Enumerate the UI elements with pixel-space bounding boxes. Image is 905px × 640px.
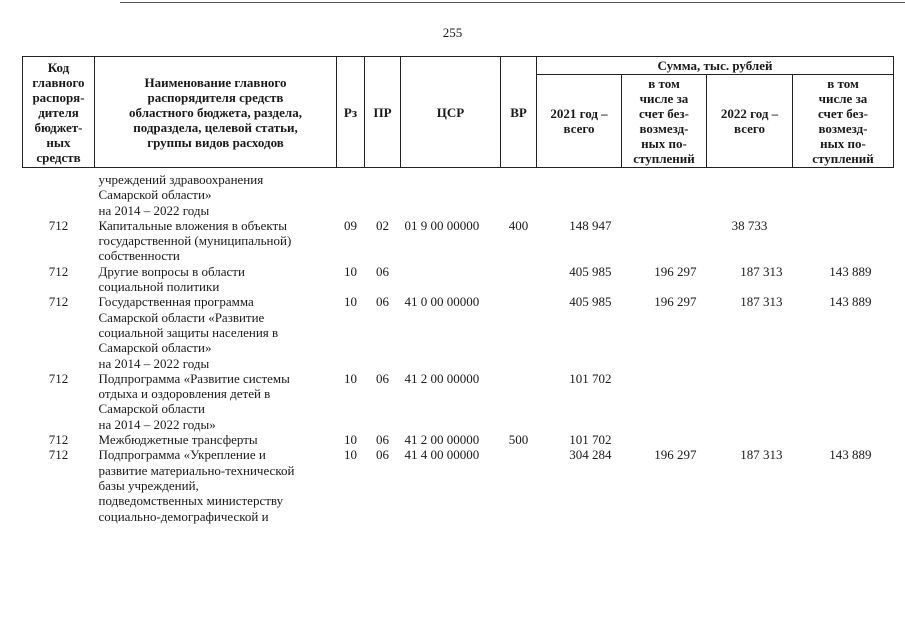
cell-2022-grants <box>793 218 894 264</box>
cell-rz: 10 <box>344 432 357 448</box>
cell-code: 712 <box>48 370 69 386</box>
cell-2022-total <box>707 172 793 218</box>
cell-vr: 400 <box>508 217 529 233</box>
cell-2022-grants <box>793 432 894 447</box>
cell-2021-grants: 196 297 <box>654 294 697 310</box>
header-code: Код главного распоря- дителя бюджет- ных средств <box>23 57 95 168</box>
cell-2021-total: 405 985 <box>569 294 612 310</box>
cell-pr <box>365 172 401 218</box>
cell-2022-grants: 143 889 <box>829 447 872 463</box>
cell-2021-total <box>537 172 622 218</box>
cell-vr <box>501 294 537 370</box>
cell-name: Государственная программа Самарской области «Развитие социальной защиты населения в Самарской области» на 2014 – 2022 годы <box>98 294 279 371</box>
cell-name: Подпрограмма «Укрепление и развитие материально-технической базы учреждений, подведомственных министерству социально-демографической и <box>98 447 295 524</box>
header-sum: Сумма, тыс. рублей <box>537 57 894 75</box>
table-row <box>23 371 894 432</box>
table-row <box>23 294 894 370</box>
cell-2022-total: 38 733 <box>731 217 768 233</box>
cell-vr <box>501 447 537 523</box>
cell-2022-grants: 143 889 <box>829 263 872 279</box>
cell-name: Капитальные вложения в объекты государственной (муниципальной) собственности <box>98 217 292 264</box>
header-2021-total: 2021 год – всего <box>537 75 622 168</box>
header-name: Наименование главного распорядителя средств областного бюджета, раздела, подраздела, целевой статьи, группы видов расходов <box>95 57 337 168</box>
budget-table <box>22 56 894 524</box>
cell-2022-total <box>707 371 793 432</box>
page-number: 255 <box>442 25 463 40</box>
cell-csr: 41 4 00 00000 <box>404 447 480 463</box>
table-row <box>23 264 894 295</box>
cell-rz: 10 <box>344 447 357 463</box>
header-2022-total: 2022 год – всего <box>707 75 793 168</box>
cell-rz: 10 <box>344 370 357 386</box>
table-row <box>23 447 894 523</box>
cell-2021-grants <box>622 172 707 218</box>
cell-code: 712 <box>48 217 69 233</box>
cell-pr: 06 <box>376 447 389 463</box>
cell-2021-grants: 196 297 <box>654 447 697 463</box>
cell-csr: 41 0 00 00000 <box>404 294 480 310</box>
cell-2022-total: 187 313 <box>740 447 783 463</box>
cell-csr: 01 9 00 00000 <box>404 217 480 233</box>
cell-2021-total: 101 702 <box>569 370 612 386</box>
cell-rz: 09 <box>344 217 357 233</box>
cell-vr <box>501 371 537 432</box>
cell-2021-grants: 196 297 <box>654 263 697 279</box>
cell-2022-total: 187 313 <box>740 263 783 279</box>
cell-vr <box>501 172 537 218</box>
header-csr: ЦСР <box>401 57 501 168</box>
cell-vr <box>501 264 537 295</box>
cell-pr: 06 <box>376 370 389 386</box>
cell-code: 712 <box>48 432 69 448</box>
cell-code: 712 <box>48 447 69 463</box>
cell-2021-grants <box>622 432 707 447</box>
cell-code: 712 <box>48 263 69 279</box>
header-2022-grants: в том числе за счет без- возмезд- ных по- ступлений <box>793 75 894 168</box>
cell-2022-grants: 143 889 <box>829 294 872 310</box>
cell-code: 712 <box>48 294 69 310</box>
cell-vr: 500 <box>508 432 529 448</box>
cell-2021-total: 405 985 <box>569 263 612 279</box>
table-body <box>23 168 894 524</box>
cell-name: Межбюджетные трансферты <box>98 432 258 448</box>
cell-name: Другие вопросы в области социальной политики <box>98 263 245 295</box>
cell-code <box>23 172 95 218</box>
cell-csr <box>401 264 501 295</box>
cell-csr <box>401 172 501 218</box>
cell-csr: 41 2 00 00000 <box>404 432 480 448</box>
cell-2022-grants <box>793 371 894 432</box>
cell-2021-total: 101 702 <box>569 432 612 448</box>
table-row <box>23 432 894 447</box>
cell-rz <box>337 172 365 218</box>
cell-2022-grants <box>793 172 894 218</box>
cell-pr: 06 <box>376 263 389 279</box>
cell-pr: 02 <box>376 217 389 233</box>
cell-name: учреждений здравоохранения Самарской области» на 2014 – 2022 годы <box>98 172 264 218</box>
cell-2022-total <box>707 432 793 447</box>
cell-2021-total: 148 947 <box>569 217 612 233</box>
top-rule <box>120 2 905 3</box>
cell-pr: 06 <box>376 294 389 310</box>
cell-2021-grants <box>622 371 707 432</box>
table-header <box>23 57 894 168</box>
cell-2022-total: 187 313 <box>740 294 783 310</box>
cell-pr: 06 <box>376 432 389 448</box>
header-2021-grants: в том числе за счет без- возмезд- ных по- ступлений <box>622 75 707 168</box>
cell-name: Подпрограмма «Развитие системы отдыха и оздоровления детей в Самарской области на 2014 – 2022 годы» <box>98 370 290 432</box>
header-rz: Рз <box>337 57 365 168</box>
cell-rz: 10 <box>344 263 357 279</box>
cell-rz: 10 <box>344 294 357 310</box>
cell-2021-total: 304 284 <box>569 447 612 463</box>
header-vr: ВР <box>501 57 537 168</box>
cell-csr: 41 2 00 00000 <box>404 370 480 386</box>
table-row <box>23 218 894 264</box>
header-pr: ПР <box>365 57 401 168</box>
table-row <box>23 172 894 218</box>
cell-2021-grants <box>622 218 707 264</box>
